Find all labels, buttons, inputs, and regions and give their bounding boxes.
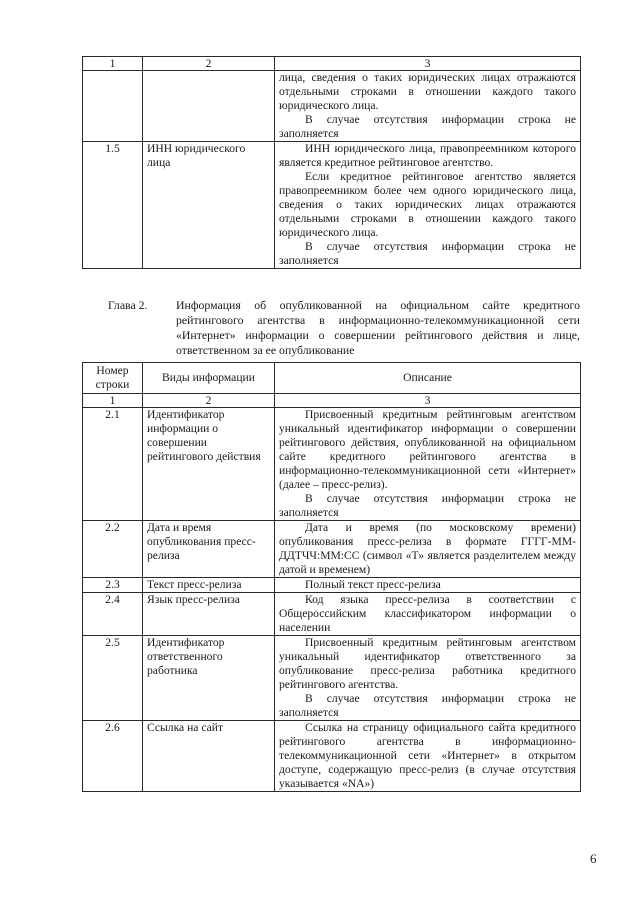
press-release-table: [82, 362, 581, 792]
continuation-table: [82, 56, 581, 269]
info-type: Дата и время опубликования пресс-релиза: [143, 521, 275, 578]
column-number: 1: [83, 394, 143, 408]
table-row: [83, 521, 581, 578]
row-number: 1.5: [83, 142, 143, 269]
column-number: 1: [83, 57, 143, 71]
chapter-title: Информация об опубликованной на официальном сайте кредитного рейтингового агентства в информационно-телекоммуникационной сети «Интернет» информации о совершении рейтингового действия и лице, ответственном за ее опубликование: [176, 298, 580, 357]
column-number: 2: [143, 394, 275, 408]
row-number: 2.5: [83, 636, 143, 721]
table-row: [83, 636, 581, 721]
page-number: 6: [590, 851, 597, 866]
row-number: 2.3: [83, 578, 143, 593]
table-row: [83, 71, 581, 142]
info-type: Идентификатор информации о совершении рейтингового действия: [143, 408, 275, 521]
description-paragraph: Присвоенный кредитным рейтинговым агентством уникальный идентификатор информации о совершении рейтингового действия, опубликованной на официальном сайте кредитного рейтингового агентства в информационно-телекоммуникационной сети «Интернет» (далее – пресс-релиз).: [279, 408, 576, 491]
description: [275, 142, 581, 269]
description-paragraph: В случае отсутствия информации строка не заполняется: [279, 240, 576, 267]
description-paragraph: ИНН юридического лица, правопреемником которого является кредитное рейтинговое агентство.: [279, 142, 576, 169]
table-row: [83, 721, 581, 792]
info-type: ИНН юридического лица: [143, 142, 275, 269]
description: [275, 521, 581, 578]
row-number: [83, 71, 143, 142]
description-paragraph: Код языка пресс-релиза в соответствии с Общероссийским классификатором информации о населении: [279, 593, 576, 634]
column-header-number: Номер строки: [83, 363, 143, 394]
row-number: 2.4: [83, 593, 143, 636]
description-paragraph: Присвоенный кредитным рейтинговым агентством уникальный идентификатор ответственного за опубликование пресс-релиза работника кредитного рейтингового агентства.: [279, 636, 576, 691]
table-row: [83, 593, 581, 636]
table-row: [83, 408, 581, 521]
row-number: 2.6: [83, 721, 143, 792]
column-number: 3: [275, 394, 581, 408]
info-type: [143, 71, 275, 142]
description-paragraph: В случае отсутствия информации строка не заполняется: [279, 692, 576, 719]
description-paragraph: Ссылка на страницу официального сайта кредитного рейтингового агентства в информационно-телекоммуникационной сети «Интернет» в открытом доступе, содержащую пресс-релиз (в случае отсутствия указывается «NA»): [279, 721, 576, 790]
row-number: 2.1: [83, 408, 143, 521]
description: [275, 578, 581, 593]
description: [275, 71, 581, 142]
description-paragraph: В случае отсутствия информации строка не заполняется: [279, 492, 576, 519]
description: [275, 408, 581, 521]
table-row: [83, 578, 581, 593]
table-row: [83, 142, 581, 269]
row-number: 2.2: [83, 521, 143, 578]
chapter-number: Глава 2.: [108, 298, 148, 312]
description: [275, 721, 581, 792]
column-header-description: Описание: [275, 363, 581, 394]
column-header-type: Виды информации: [143, 363, 275, 394]
column-number: 3: [275, 57, 581, 71]
description-paragraph: В случае отсутствия информации строка не заполняется: [279, 113, 576, 140]
info-type: Ссылка на сайт: [143, 721, 275, 792]
info-type: Текст пресс-релиза: [143, 578, 275, 593]
info-type: Идентификатор ответственного работника: [143, 636, 275, 721]
description: [275, 593, 581, 636]
description-paragraph: Дата и время (по московскому времени) опубликования пресс-релиза в формате ГГГГ-ММ-ДДТЧЧ:ММ:СС (символ «Т» является разделителем между датой и временем): [279, 521, 576, 576]
table-header-row: [83, 363, 581, 394]
column-number: 2: [143, 57, 275, 71]
description-paragraph: Полный текст пресс-релиза: [305, 578, 441, 591]
table-column-numbers-row: [83, 57, 581, 71]
description-paragraph: лица, сведения о таких юридических лицах отражаются отдельными строками в отношении каждого такого юридического лица.: [279, 71, 576, 112]
description: [275, 636, 581, 721]
info-type: Язык пресс-релиза: [143, 593, 275, 636]
description-paragraph: Если кредитное рейтинговое агентство является правопреемником более чем одного юридического лица, сведения о таких юридических лицах отражаются отдельными строками в отношении каждого такого юридического лица.: [279, 170, 576, 239]
table-column-numbers-row: [83, 394, 581, 408]
